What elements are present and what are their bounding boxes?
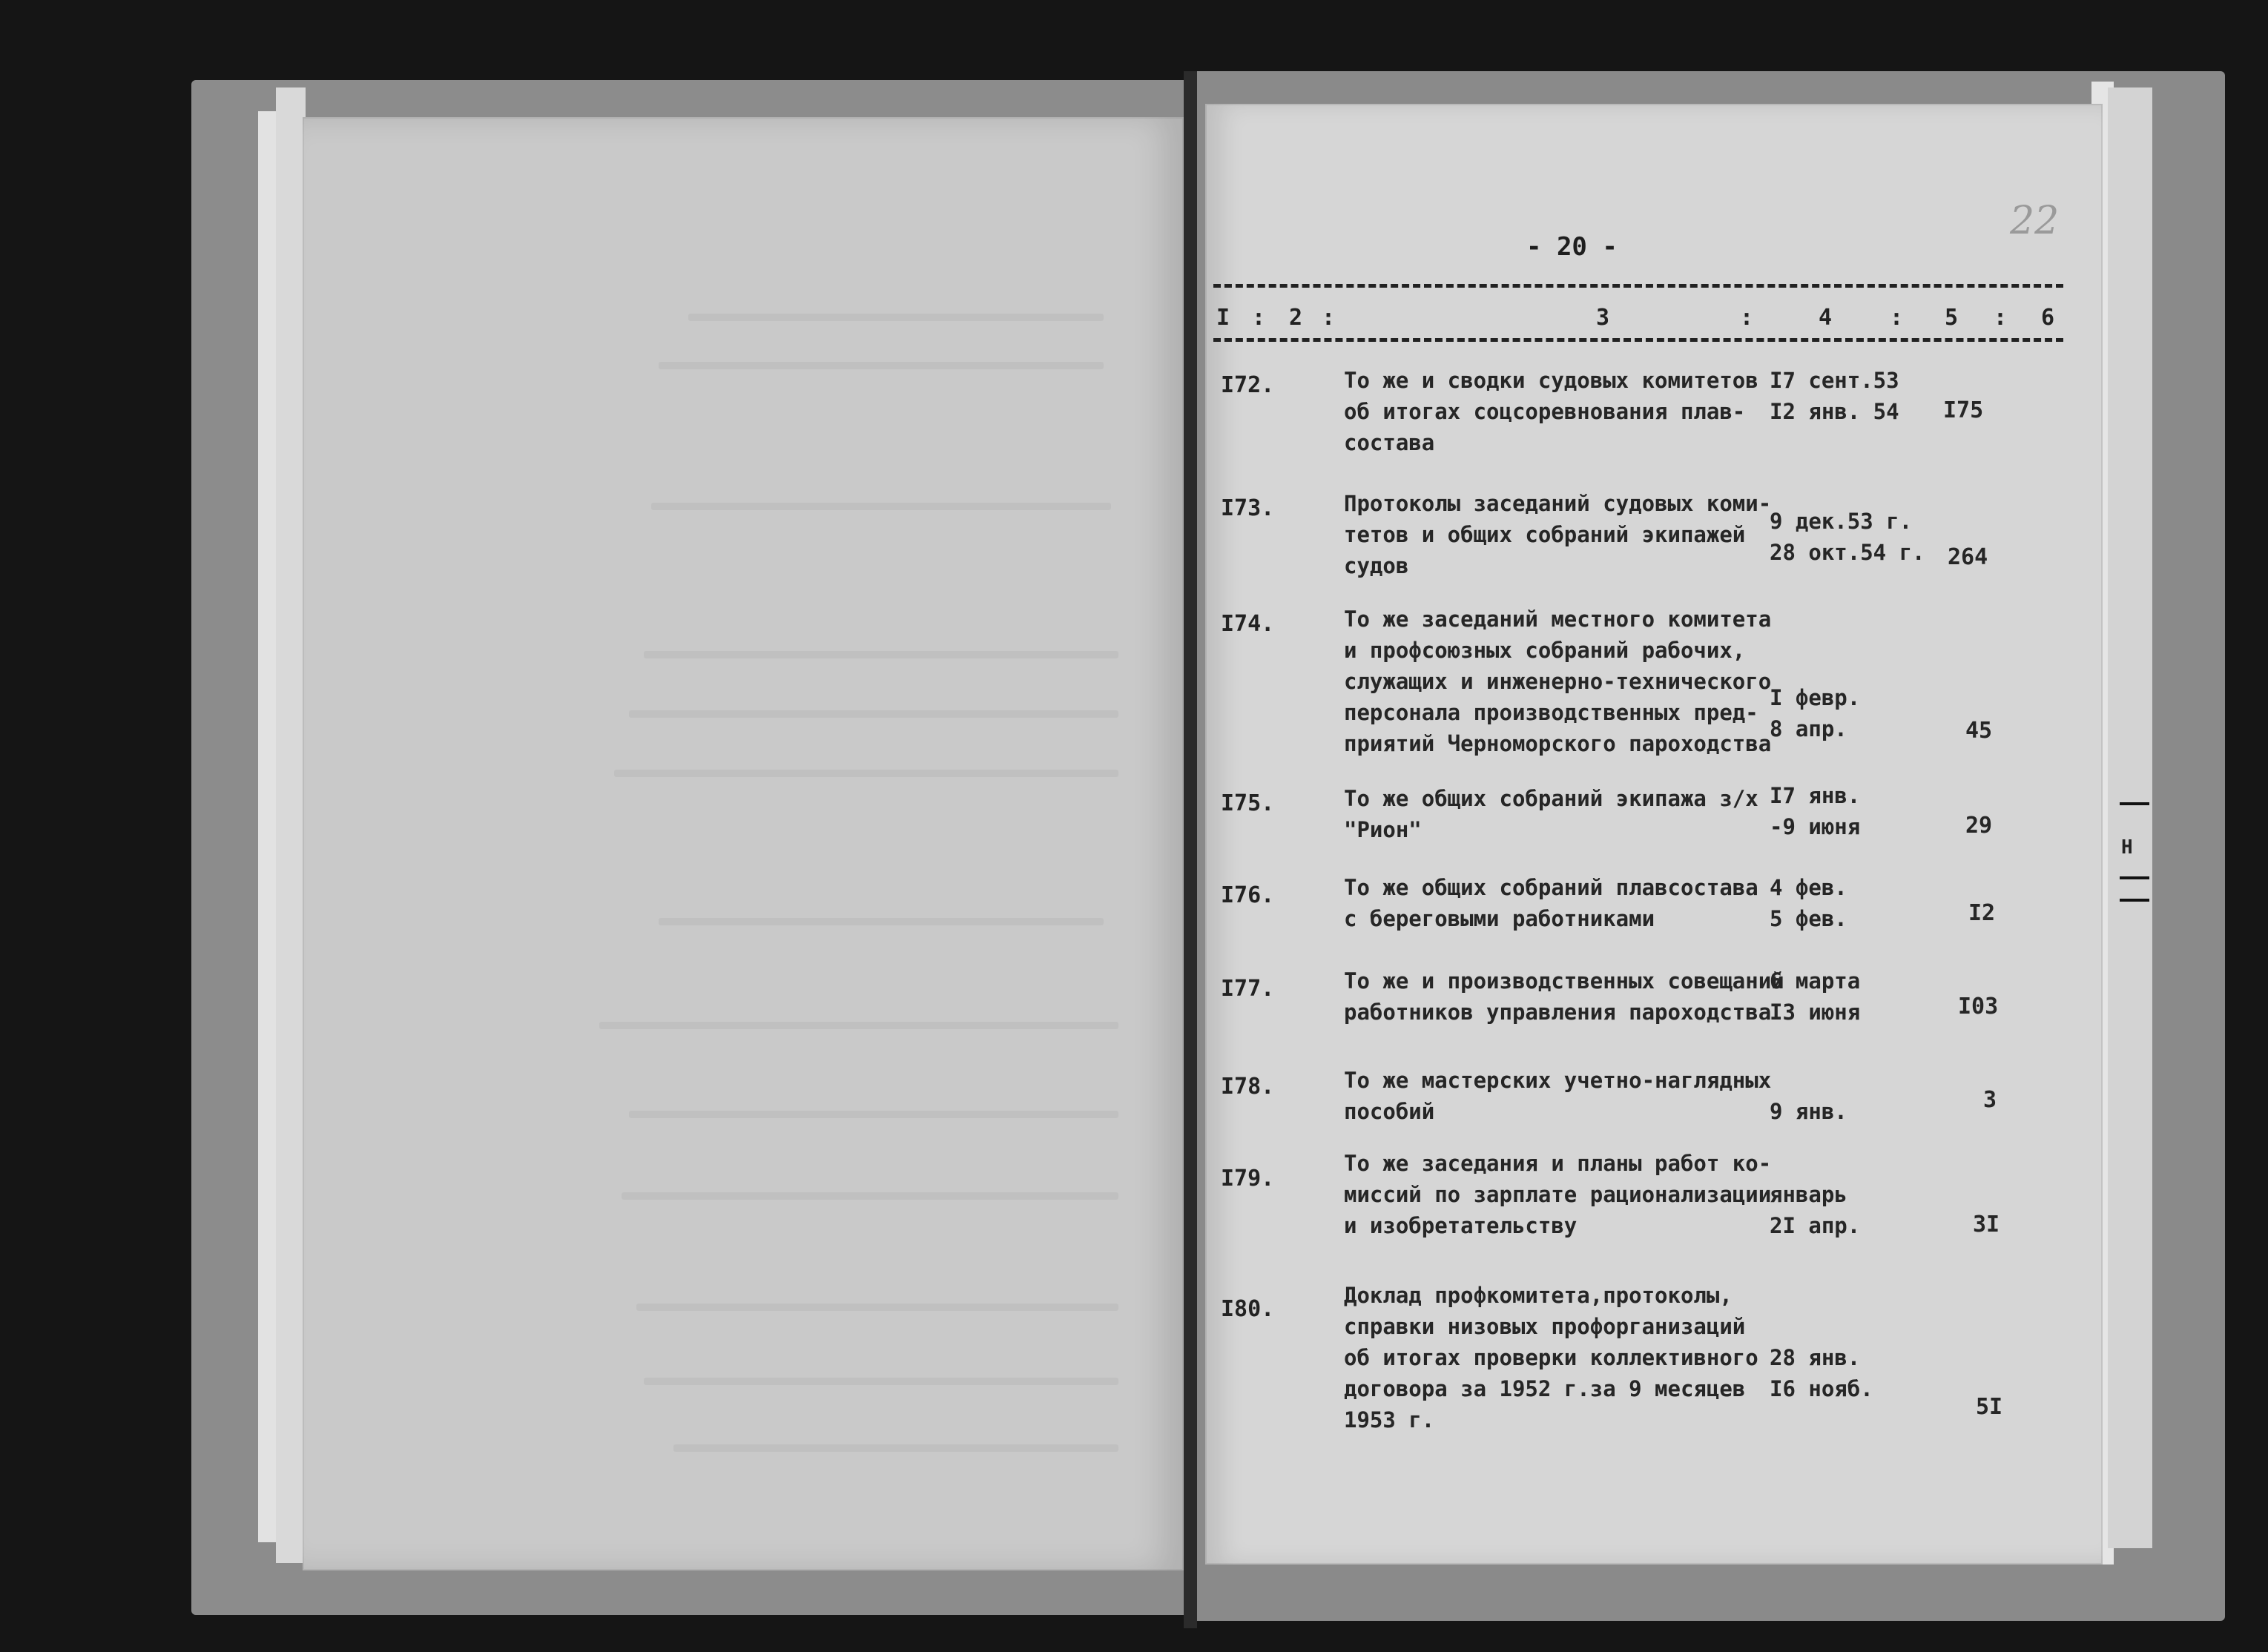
column-separator: : xyxy=(1252,305,1266,331)
bleed-through-line xyxy=(673,1444,1118,1452)
tab-letter: Н xyxy=(2121,836,2134,859)
page-number: - 20 - xyxy=(1526,232,1618,262)
row-count: 264 xyxy=(1948,544,1988,570)
row-number: I77. xyxy=(1221,976,1275,1002)
column-header-6: 6 xyxy=(2041,305,2055,331)
column-header-3: 3 xyxy=(1596,305,1610,331)
bleed-through-line xyxy=(629,1111,1118,1118)
bleed-through-line xyxy=(629,710,1118,718)
column-header-2: 2 xyxy=(1289,305,1303,331)
row-number: I72. xyxy=(1221,372,1275,398)
tab-line xyxy=(2120,876,2149,879)
row-title: То же мастерских учетно-наглядных пособий xyxy=(1344,1068,1772,1124)
column-header-4: 4 xyxy=(1819,305,1833,331)
index-tab-strip xyxy=(2108,87,2152,1548)
row-title: То же заседаний местного комитета и профсоюзных собраний рабочих, служащих и инженерно-технического персонала производственных пред- приятий Черноморского пароходства xyxy=(1344,607,1772,756)
row-dates: 9 дек.53 г. 28 окт.54 г. xyxy=(1770,509,1925,565)
column-separator: : xyxy=(1994,305,2008,331)
bleed-through-line xyxy=(622,1192,1118,1200)
row-number: I74. xyxy=(1221,611,1275,637)
bleed-through-line xyxy=(636,1304,1118,1311)
row-dates: январь 2I апр. xyxy=(1770,1182,1861,1238)
column-separator: : xyxy=(1740,305,1754,331)
row-title: То же и сводки судовых комитетов об итогах соцсоревнования плав- состава xyxy=(1344,368,1758,455)
bleed-through-line xyxy=(688,314,1104,321)
row-title: То же заседания и планы работ ко- миссий по зарплате рационализации и изобретательству xyxy=(1344,1151,1772,1238)
bleed-through-line xyxy=(659,362,1104,369)
row-title: То же общих собраний плавсостава с береговыми работниками xyxy=(1344,875,1758,931)
row-count: 3I xyxy=(1973,1212,2000,1238)
row-dates: I7 сент.53 I2 янв. 54 xyxy=(1770,368,1899,424)
column-header-5: 5 xyxy=(1945,305,1959,331)
row-title: То же и производственных совещаний работников управления пароходства xyxy=(1344,968,1784,1025)
row-dates: 6 марта I3 июня xyxy=(1770,968,1861,1025)
column-separator: : xyxy=(1322,305,1336,331)
row-count: 5I xyxy=(1976,1394,2003,1420)
bleed-through-line xyxy=(599,1022,1118,1029)
bleed-through-line xyxy=(614,770,1118,777)
row-number: I79. xyxy=(1221,1166,1275,1192)
row-count: I03 xyxy=(1958,994,1999,1020)
table-rule-top xyxy=(1213,284,2063,288)
row-count: 3 xyxy=(1983,1087,1997,1113)
row-count: 45 xyxy=(1965,718,1993,744)
column-separator: : xyxy=(1890,305,1904,331)
tab-line xyxy=(2120,899,2149,902)
row-count: I2 xyxy=(1968,900,1996,926)
row-number: I76. xyxy=(1221,882,1275,908)
row-dates: 4 фев. 5 фев. xyxy=(1770,875,1847,931)
row-count: I75 xyxy=(1943,397,1984,423)
page-edges-left-2 xyxy=(276,87,306,1563)
row-dates: 28 янв. I6 нояб. xyxy=(1770,1345,1873,1401)
table-rule-header xyxy=(1213,338,2063,342)
tab-line xyxy=(2120,802,2149,805)
row-number: I73. xyxy=(1221,495,1275,521)
row-dates: 9 янв. xyxy=(1770,1099,1847,1124)
left-page xyxy=(303,117,1184,1570)
bleed-through-line xyxy=(659,918,1104,925)
row-title: То же общих собраний экипажа з/х "Рион" xyxy=(1344,786,1758,842)
bleed-through-line xyxy=(644,1378,1118,1385)
book-gutter xyxy=(1184,71,1197,1628)
pencil-folio-number: 22 xyxy=(2010,199,2060,243)
row-title: Доклад профкомитета,протоколы, справки низовых профорганизаций об итогах проверки коллективного договора за 1952 г.за 9 месяцев 1953 г. xyxy=(1344,1283,1758,1433)
column-header-1: I xyxy=(1216,305,1230,331)
bleed-through-line xyxy=(644,651,1118,658)
row-number: I80. xyxy=(1221,1296,1275,1322)
row-number: I75. xyxy=(1221,790,1275,816)
row-dates: I февр. 8 апр. xyxy=(1770,685,1861,741)
row-count: 29 xyxy=(1965,813,1993,839)
row-dates: I7 янв. -9 июня xyxy=(1770,783,1861,839)
row-title: Протоколы заседаний судовых коми- тетов и общих собраний экипажей судов xyxy=(1344,491,1772,578)
row-number: I78. xyxy=(1221,1074,1275,1100)
bleed-through-line xyxy=(651,503,1111,510)
